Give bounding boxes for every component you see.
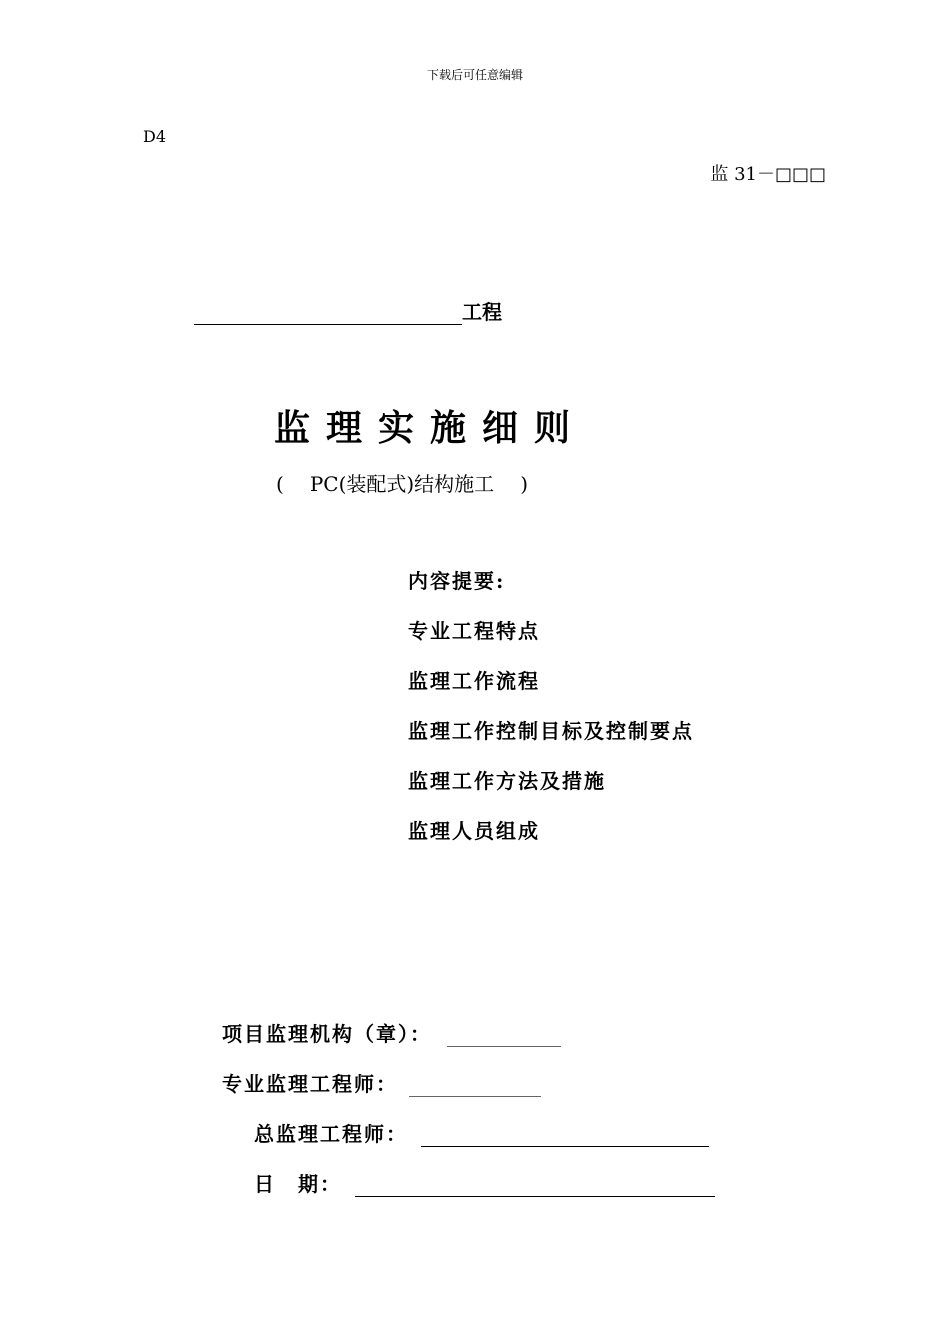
signature-row-chief — [254, 1118, 709, 1147]
subtitle-text: PC(装配式)结构施工 — [309, 472, 495, 496]
engineer-blank — [409, 1074, 541, 1097]
contents-item: 监理人员组成 — [408, 819, 540, 843]
document-title: 监理实施细则 — [273, 407, 586, 449]
signature-row-org — [222, 1018, 561, 1047]
header-note: 下载后可任意编辑 — [426, 68, 523, 82]
chief-blank — [421, 1124, 709, 1147]
document-subtitle — [276, 468, 528, 497]
contents-item: 监理工作控制目标及控制要点 — [408, 719, 694, 743]
engineer-label: 专业监理工程师： — [222, 1072, 398, 1096]
date-label: 日 期： — [254, 1172, 342, 1196]
subtitle-open-paren: ( — [276, 472, 284, 496]
project-name-blank — [194, 300, 462, 325]
document-code: D4 — [143, 127, 167, 146]
contents-item: 监理工作方法及措施 — [408, 769, 606, 793]
chief-label: 总监理工程师： — [254, 1122, 408, 1146]
project-suffix: 工程 — [462, 300, 502, 324]
signature-row-engineer — [222, 1068, 541, 1097]
contents-item: 监理工作流程 — [408, 669, 540, 693]
contents-heading: 内容提要: — [408, 569, 506, 593]
contents-summary — [408, 566, 694, 866]
form-number: 监 31－□□□ — [710, 164, 826, 185]
subtitle-close-paren: ) — [520, 472, 528, 496]
project-name-line — [194, 296, 502, 325]
org-label: 项目监理机构（章）： — [222, 1022, 432, 1046]
signature-row-date — [254, 1168, 715, 1197]
date-blank — [355, 1174, 715, 1197]
org-blank — [447, 1024, 561, 1047]
contents-item: 专业工程特点 — [408, 619, 540, 643]
